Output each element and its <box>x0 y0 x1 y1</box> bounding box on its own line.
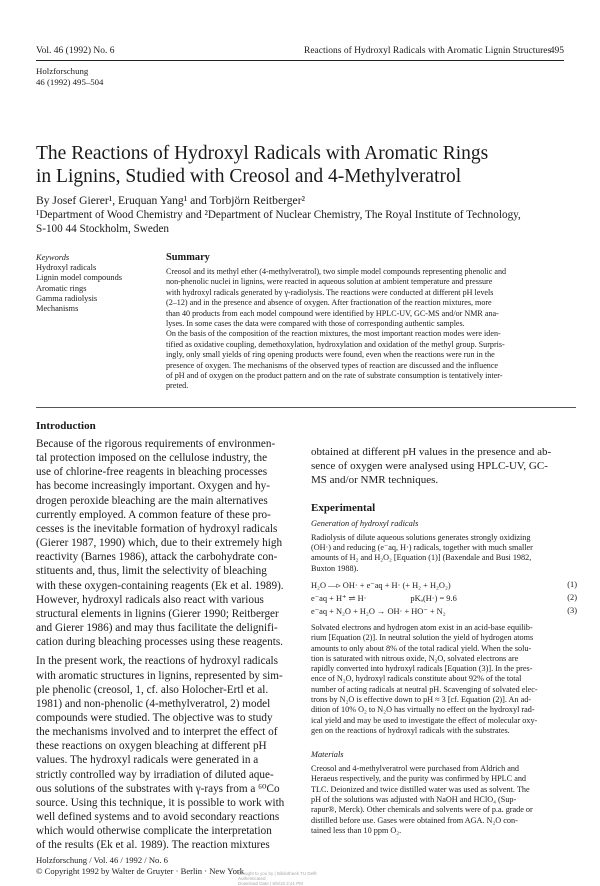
experimental-heading: Experimental <box>311 501 376 514</box>
body-line: cesses is the inevitable formation of hydroxyl radicals <box>36 522 278 535</box>
journal-info <box>36 66 103 88</box>
running-head <box>36 46 564 61</box>
equation-number: (3) <box>567 605 577 615</box>
body-line: with these oxygen-containing reagents (Ek et al. 1989). <box>36 579 284 592</box>
body-line: values. The hydroxyl radicals were generated in a <box>36 754 259 767</box>
body-line: strictly controlled way by irradiation of diluted aque- <box>36 768 274 781</box>
summary-line: non-phenolic nuclei in lignins, were reacted in aqueous solution at ambient temperature and pressure <box>166 277 493 287</box>
small-text-line: Solvated electrons and hydrogen atom exist in an acid-base equilib- <box>311 622 533 632</box>
body-line: ple phenolic (creosol, 1, cf. also Holocher-Ertl et al. <box>36 683 269 696</box>
small-text-line: distilled before use. Gases were obtained from AGA. N₂O con- <box>311 815 518 825</box>
keyword-item: Hydroxyl radicals <box>36 263 97 273</box>
small-text-line: rapidly converted into hydroxyl radicals [Equation (3)]. In the pres- <box>311 664 533 674</box>
body-line: sence of oxygen were analysed using HPLC-UV, GC- <box>311 459 548 472</box>
body-line: MS and/or NMR techniques. <box>311 473 439 486</box>
small-text-line: rapur®, Merck). Other chemicals and solvents were of p.a. grade or <box>311 805 533 815</box>
running-head-title: Reactions of Hydroxyl Radicals with Aromatic Lignin Structures <box>304 46 552 56</box>
watermark-line: Brought to you by | Bibliotheek TU Delft <box>238 871 317 876</box>
small-text-line: tained less than 10 ppm O₂. <box>311 825 402 835</box>
small-text-line: Heraeus respectively, and the purity was confirmed by HPLC and <box>311 774 527 784</box>
body-line: the mechanisms involved and to interpret the effect of <box>36 726 278 739</box>
keyword-item: Mechanisms <box>36 304 79 314</box>
small-text-line: TLC. Deionized and twice distilled water was used as solvent. The <box>311 784 530 794</box>
small-text-line: number of acting radicals at neutral pH. Scavenging of solvated elec- <box>311 684 538 694</box>
equation-row <box>311 593 577 606</box>
affiliation <box>36 209 596 236</box>
running-head-volume: Vol. 46 (1992) No. 6 <box>36 46 115 56</box>
body-line: reactivity (Barnes 1986), attack the carbohydrate con- <box>36 551 278 564</box>
equation-row <box>311 580 577 593</box>
body-line: drogen peroxide bleaching are the main alternatives <box>36 494 268 507</box>
body-line: 1981) and non-phenolic (4-methylveratrol, 2) model <box>36 697 271 710</box>
section-divider <box>36 407 576 408</box>
summary-section <box>166 252 571 392</box>
equation-number: (2) <box>567 592 577 602</box>
affiliation-line: ¹Department of Wood Chemistry and ²Department of Nuclear Chemistry, The Royal Institute of Technology, <box>36 209 521 221</box>
body-line: stituents and, thus, limit the selectivity of bleaching <box>36 565 267 578</box>
download-watermark <box>238 871 317 886</box>
body-line: with aromatic structures in lignins, represented by sim- <box>36 669 283 682</box>
summary-line: of pH and of oxygen on the product pattern and on the rate of substrate consumption is tentatively inter- <box>166 371 503 381</box>
small-text-line: Buxton 1988). <box>311 563 359 573</box>
summary-line: presence of oxygen. The mechanisms of the observed types of reaction are discussed and the influence <box>166 360 499 370</box>
summary-line: (2–12) and in the presence and absence of oxygen. After fractionation of the reaction mixtures, more <box>166 298 492 308</box>
small-text-line: Radiolysis of dilute aqueous solutions generates strongly oxidizing <box>311 532 531 542</box>
equation-number: (1) <box>567 579 577 589</box>
keyword-item: Aromatic rings <box>36 283 87 293</box>
body-line: well defined systems and to avoid secondary reactions <box>36 811 280 824</box>
equation-body: e⁻aq + N₂O + H₂O → OH· + HO⁻ + N₂ <box>311 606 446 616</box>
left-column <box>36 420 298 853</box>
body-line: structural elements in lignins (Gierer 1990; Reitberger <box>36 607 279 620</box>
body-line: source. Using this technique, it is possible to work with <box>36 796 285 809</box>
equation-body: e⁻aq + H⁺ ⇌ H· pKₐ(H·) = 9.6 <box>311 593 457 603</box>
authors: By Josef Gierer¹, Eruquan Yang¹ and Torbjörn Reitberger² <box>36 194 306 207</box>
small-text-line: gen on the reactions of hydroxyl radicals with the substrates. <box>311 725 510 735</box>
right-column <box>311 446 577 836</box>
introduction-heading: Introduction <box>36 420 96 432</box>
keyword-item: Gamma radiolysis <box>36 293 98 303</box>
body-line: tal protection imposed on the cellulose industry, the <box>36 452 268 465</box>
body-line: which would otherwise complicate the interpretation <box>36 825 272 838</box>
footer-copyright: © Copyright 1992 by Walter de Gruyter · Berlin · New York <box>36 866 245 876</box>
summary-line: lyses. In some cases the data were compared with those of corresponding authentic samples. <box>166 319 465 329</box>
title-line: The Reactions of Hydroxyl Radicals with Aromatic Rings <box>36 143 489 164</box>
keyword-item: Lignin model compounds <box>36 273 123 283</box>
body-line: and Gierer 1986) and may thus facilitate the delignifi- <box>36 622 278 635</box>
body-line: has become increasingly important. Oxygen and hy- <box>36 480 270 493</box>
page-footer <box>36 855 244 877</box>
small-text-line: dition of 10% O₂ to N₂O has virtually no effect on the hydroxyl rad- <box>311 705 535 715</box>
small-text-line: tion is saturated with nitrous oxide, N₂O, solvated electrons are <box>311 653 519 663</box>
body-line: obtained at different pH values in the presence and ab- <box>311 446 552 458</box>
journal-name: Holzforschung <box>36 66 89 76</box>
small-text-line: ence of N₂O, hydroxyl radicals constitute about 92% of the total <box>311 674 522 684</box>
body-line: Because of the rigorous requirements of environmen- <box>36 438 276 450</box>
equation-body: H₂O —▹ OH· + e⁻aq + H· (+ H₂ + H₂O₂) <box>311 580 451 590</box>
summary-heading: Summary <box>166 252 210 263</box>
summary-line: On the basis of the composition of the reaction mixtures, the most important reaction modes were iden- <box>166 329 501 339</box>
small-text-line: amounts of H₂ and H₂O₂ [Equation (1)] (Baxendale and Busi 1982, <box>311 553 532 563</box>
body-line: these reactions on oxygen bleaching at different pH <box>36 740 267 753</box>
small-text-line: amounts to only about 8% of the total radical yield. When the solu- <box>311 643 532 653</box>
keywords-box <box>36 253 164 314</box>
body-line: However, hydroxyl radicals also react with various <box>36 593 264 606</box>
watermark-line: Download Date | 6/5/15 2:41 PM <box>238 881 303 886</box>
equation-row <box>311 606 577 619</box>
summary-line: than 40 products from each model compound were identified by HPLC-UV, GC-MS and/or NMR ana- <box>166 308 499 318</box>
summary-line: with hydroxyl radicals generated by γ-radiolysis. The reactions were conducted at different pH levels <box>166 287 494 297</box>
journal-citation: 46 (1992) 495–504 <box>36 77 104 87</box>
body-line: (Gierer 1987, 1990) which, due to their extremely high <box>36 537 283 550</box>
small-text-line: pH of the solutions was adjusted with NaOH and HClO₄ (Sup- <box>311 795 517 805</box>
body-line: use of chlorine-free reagents in bleaching processes <box>36 466 268 479</box>
small-text-line: Creosol and 4-methylveratrol were purchased from Aldrich and <box>311 764 520 774</box>
affiliation-line: S-100 44 Stockholm, Sweden <box>36 222 170 235</box>
materials-heading: Materials <box>311 750 344 760</box>
body-line: of the results (Ek et al. 1989). The reaction mixtures <box>36 839 270 852</box>
article-title <box>36 142 576 188</box>
body-line: currently employed. A common feature of these pro- <box>36 508 271 521</box>
generation-heading: Generation of hydroxyl radicals <box>311 518 419 528</box>
summary-line: preted. <box>166 381 189 391</box>
keywords-heading: Keywords <box>36 253 70 262</box>
small-text-line: (OH·) and reducing (e⁻aq, H·) radicals, together with much smaller <box>311 543 533 553</box>
title-line: in Lignins, Studied with Creosol and 4-Methylveratrol <box>36 166 462 187</box>
summary-line: tified as oxidative coupling, demethoxylation, hydroxylation and oxidation of the methyl group. Surpris- <box>166 339 505 349</box>
body-line: compounds were studied. The objective was to study <box>36 711 273 724</box>
summary-line: Creosol and its methyl ether (4-methylveratrol), two simple model compounds representing phenolic and <box>166 267 507 276</box>
summary-line: ingly, only small yields of ring opening products were found, even when the reactions were run in the <box>166 350 495 360</box>
small-text-line: rium [Equation (2)]. In neutral solution the yield of hydrogen atoms <box>311 633 534 643</box>
body-line: ous solutions of the substrates with γ-rays from a ⁶⁰Co <box>36 782 280 795</box>
small-text-line: trons by N₂O is effective down to pH ≈ 3 [cf. Equation (2)]. An ad- <box>311 694 532 704</box>
footer-journal: Holzforschung / Vol. 46 / 1992 / No. 6 <box>36 855 168 865</box>
watermark-line: Authenticated <box>238 876 266 881</box>
small-text-line: ical yield and may be used to investigate the effect of molecular oxy- <box>311 715 538 725</box>
body-line: cation during bleaching processes using these reagents. <box>36 636 283 649</box>
body-line: In the present work, the reactions of hydroxyl radicals <box>36 655 279 668</box>
page-number: 495 <box>549 46 564 56</box>
